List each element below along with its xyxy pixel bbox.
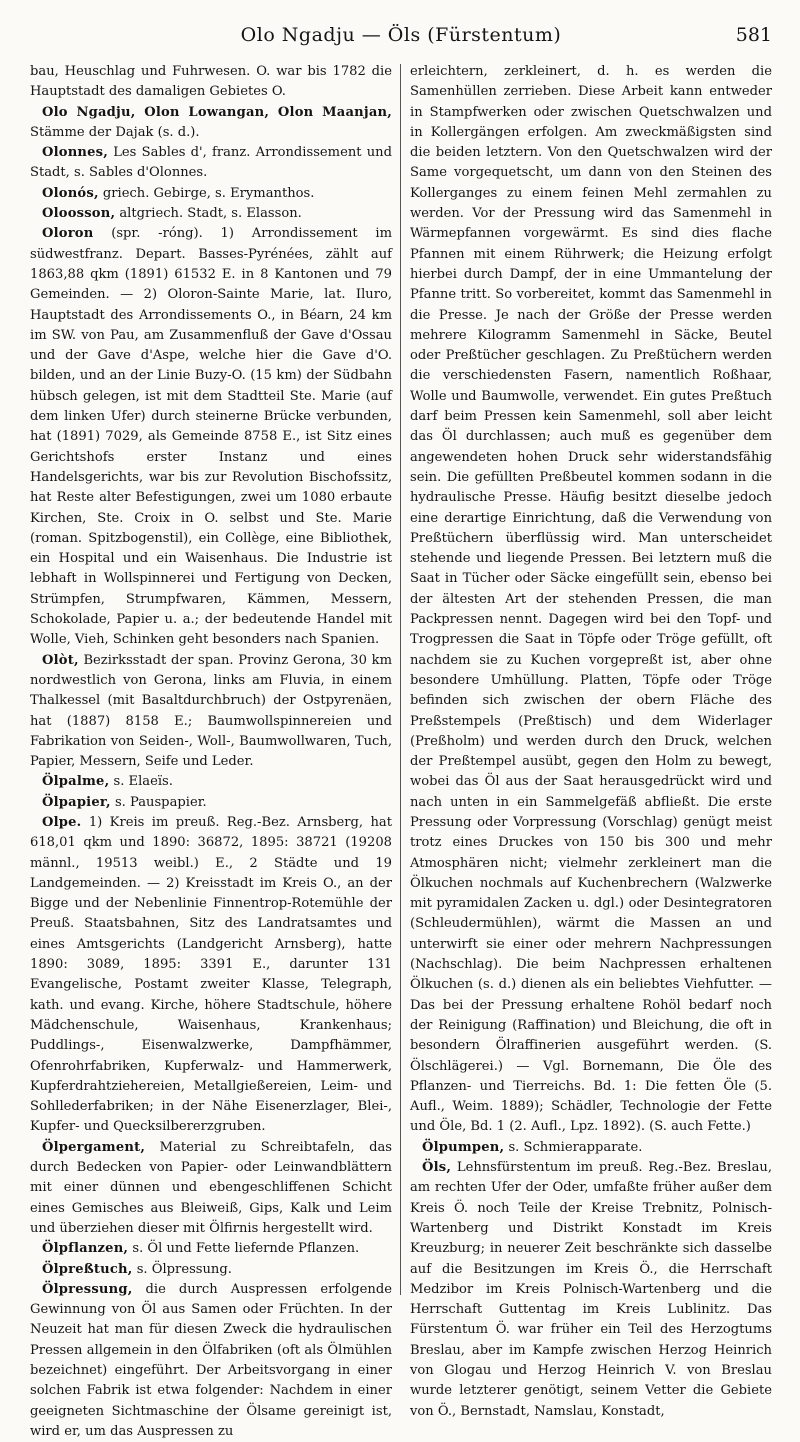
entry-text: s. Öl und Fette liefernde Pflanzen. xyxy=(128,1241,360,1257)
entry-text: Material zu Schreibtafeln, das durch Bedecken von Papier- oder Leinwandblättern mit einer dünnen und ebengeschliffenen Schicht eines Gemisches aus Bleiweiß, Gips, Kalk und Leim und überziehen dieser mit Ölfirnis hergestellt wird. xyxy=(30,1139,392,1236)
dictionary-entry xyxy=(30,793,392,813)
entry-text: erleichtern, zerkleinert, d. h. es werden die Samenhüllen zerrieben. Diese Arbeit kann entweder in Stampfwerken oder zwischen Quetschwalzen und in Kollergängen erfolgen. Am zweckmäßigsten sind die beiden letztern. Von den Quetschwalzen wird der Same vorgequetscht, um dann von den Steinen des Kollerganges zu einem feinen Mehl zermahlen zu werden. Vor der Pressung wird das Samenmehl in Wärmepfannen vorgewärmt. Es sind dies flache Pfannen mit einem Rührwerk; die Heizung erfolgt hierbei durch Dampf, der in eine Ummantelung der Pfanne tritt. So vorbereitet, kommt das Samenmehl in die Presse. Je nach der Größe der Presse werden mehrere Kilogramm Samenmehl in Säcke, Beutel oder Preßtücher geschlagen. Zu Preßtüchern werden die verschiedensten Fasern, namentlich Roßhaar, Wolle und Baumwolle, verwendet. Ein gutes Preßtuch darf beim Pressen kein Samenmehl, soll aber leicht das Öl durchlassen; auch muß es gegenüber dem angewendeten hohen Druck sehr widerstandsfähig sein. Die gefüllten Preßbeutel kommen sodann in die hydraulische Presse. Häufig besitzt dieselbe jedoch eine derartige Einrichtung, daß die Verwendung von Preßtüchern überflüssig wird. Man unterscheidet stehende und liegende Pressen. Bei letztern muß die Saat in Tücher oder Säcke eingefüllt sein, ebenso bei der ältesten Art der stehenden Pressen, die man Packpressen nennt. Dagegen wird bei den Topf- und Trogpressen die Saat in Töpfe oder Tröge gefüllt, oft nachdem sie zu Kuchen vorgepreßt ist, aber ohne besondere Umhüllung. Platten, Töpfe oder Tröge befinden sich zwischen der obern Fläche des Preßstempels (Preßtisch) und dem Widerlager (Preßholm) und werden durch den Druck, welchen der Preßtempel ausübt, gegen den Holm zu bewegt, wobei das Öl aus der Saat herausgedrückt wird und nach unten in ein Sammelgefäß abfließt. Die erste Pressung oder Vorpressung (Vorschlag) genügt meist trotz eines Druckes von 150 bis 300 und mehr Atmosphären nicht; vielmehr zerkleinert man die Ölkuchen nochmals auf Kuchenbrechern (Walzwerke mit pyramidalen Zacken u. dgl.) oder Desintegratoren (Schleudermühlen), wärmt die Massen an und unterwirft sie einer oder mehrern Nachpressungen (Nachschlag). Die beim Nachpressen erhaltenen Ölkuchen (s. d.) dienen als ein beliebtes Viehfutter. — Das bei der Pressung erhaltene Rohöl bedarf noch der Reinigung (Raffination) und Bleichung, die oft in besondern Ölraffinerien ausgeführt werden. (S. Ölschlägerei.) — Vgl. Bornemann, Die Öle des Pflanzen- und Tierreichs. Bd. 1: Die fetten Öle (5. Aufl., Weim. 1889); Schädler, Technologie der Fette und Öle, Bd. 1 (2. Aufl., Lpz. 1892). (S. auch Fette.) xyxy=(410,64,772,1135)
entry-text: griech. Gebirge, s. Erymanthos. xyxy=(98,185,315,201)
dictionary-entry xyxy=(410,1138,772,1158)
entry-headword: Olòt, xyxy=(42,652,79,668)
dictionary-entry xyxy=(30,204,392,224)
entry-headword: Ölpressung, xyxy=(42,1281,133,1297)
entry-text: s. Elaeïs. xyxy=(109,774,173,790)
dictionary-entry xyxy=(30,1280,392,1442)
dictionary-entry xyxy=(410,1158,772,1422)
running-head: Olo Ngadju — Öls (Fürstentum) xyxy=(240,24,562,46)
entry-text: Stämme der Dajak (s. d.). xyxy=(30,124,200,140)
entry-headword: Ölpflanzen, xyxy=(42,1241,129,1257)
entry-text: Les Sables d', franz. Arrondissement und Stadt, s. Sables d'Olonnes. xyxy=(30,145,392,181)
entry-text: Lehnsfürstentum im preuß. Reg.-Bez. Breslau, am rechten Ufer der Oder, umfaßte früher außer dem Kreis Ö. noch Teile der Kreise Trebnitz, Polnisch-Wartenberg und Distrikt Konstadt im Kreis Kreuzburg; in neuerer Zeit beschränkte sich dasselbe auf die Besitzungen im Kreis Ö., die Herrschaft Medzibor im Kreis Polnisch-Wartenberg und die Herrschaft Guttentag im Kreis Lublinitz. Das Fürstentum Ö. war früher ein Teil des Herzogtums Breslau, aber im Kampfe zwischen Herzog Heinrich von Glogau und Herzog Heinrich V. von Breslau wurde letzterer genötigt, seinem Vetter die Gebiete von Ö., Bernstadt, Namslau, Konstadt, xyxy=(410,1160,772,1419)
entry-headword: Olo Ngadju, Olon Lowangan, Olon Maanjan, xyxy=(42,104,392,120)
continued-text xyxy=(30,62,392,103)
entry-headword: Ölpreßtuch, xyxy=(42,1261,133,1277)
entry-text: altgriech. Stadt, s. Elasson. xyxy=(115,206,302,222)
entry-headword: Ölpumpen, xyxy=(422,1139,505,1155)
dictionary-entry xyxy=(30,103,392,144)
entry-text: s. Pauspapier. xyxy=(110,794,207,810)
dictionary-entry xyxy=(30,772,392,792)
continued-text xyxy=(410,62,772,1138)
text-columns xyxy=(30,62,772,1439)
dictionary-entry xyxy=(30,143,392,184)
entry-headword: Oloron xyxy=(42,226,94,242)
left-column xyxy=(30,62,400,1439)
entry-headword: Olpe. xyxy=(42,814,82,830)
right-column xyxy=(401,62,772,1419)
entry-headword: Ölpergament, xyxy=(42,1139,146,1155)
entry-headword: Oloosson, xyxy=(42,206,116,222)
dictionary-entry xyxy=(30,1260,392,1280)
dictionary-entry xyxy=(30,184,392,204)
entry-headword: Olonnes, xyxy=(42,145,109,161)
page-number: 581 xyxy=(735,24,772,46)
page-header xyxy=(30,0,772,56)
dictionary-entry xyxy=(30,651,392,773)
entry-headword: Ölpalme, xyxy=(42,774,110,790)
entry-text: (spr. -róng). 1) Arrondissement im südwestfranz. Depart. Basses-Pyrénées, zählt auf 1863,88 qkm (1891) 61532 E. in 8 Kantonen und 79 Gemeinden. — 2) Oloron-Sainte Marie, lat. Iluro, Hauptstadt des Arrondissements O., in Béarn, 24 km im SW. von Pau, am Zusammenfluß der Gave d'Ossau und der Gave d'Aspe, welche hier die Gave d'O. bilden, und an der Linie Buzy-O. (15 km) der Südbahn hübsch gelegen, ist mit dem Stadtteil Ste. Marie (auf dem linken Ufer) durch steinerne Brücke verbunden, hat (1891) 7029, als Gemeinde 8758 E., ist Sitz eines Gerichtshofs erster Instanz und eines Handelsgerichts, war bis zur Revolution Bischofssitz, hat Reste alter Befestigungen, zwei um 1080 erbaute Kirchen, Ste. Croix in O. selbst und Ste. Marie (roman. Spitzbogenstil), ein Collège, eine Bibliothek, ein Hospital und ein Waisenhaus. Die Industrie ist lebhaft in Wollspinnerei und Fertigung von Decken, Strümpfen, Strumpfwaren, Kämmen, Messern, Schokolade, Papier u. a.; der bedeutende Handel mit Wolle, Vieh, Schinken geht besonders nach Spanien. xyxy=(30,226,392,648)
entry-headword: Ölpapier, xyxy=(42,794,111,810)
entry-headword: Olonós, xyxy=(42,185,99,201)
entry-headword: Öls, xyxy=(422,1160,452,1176)
entry-text: s. Ölpressung. xyxy=(132,1261,232,1277)
dictionary-entry xyxy=(30,224,392,650)
dictionary-entry xyxy=(30,1138,392,1239)
dictionary-entry xyxy=(30,813,392,1138)
entry-text: bau, Heuschlag und Fuhrwesen. O. war bis 1782 die Hauptstadt des damaligen Gebietes O. xyxy=(30,64,392,100)
dictionary-entry xyxy=(30,1239,392,1259)
entry-text: Bezirksstadt der span. Provinz Gerona, 30 km nordwestlich von Gerona, links am Fluvia, in einem Thalkessel (mit Basaltdurchbruch) der Ostpyrenäen, hat (1887) 8158 E.; Baumwollspinnereien und Fabrikation von Seiden-, Woll-, Baumwollwaren, Tuch, Papier, Messern, Seife und Leder. xyxy=(30,652,392,770)
entry-text: die durch Auspressen erfolgende Gewinnung von Öl aus Samen oder Früchten. In der Neuzeit hat man für diesen Zweck die hydraulischen Pressen allgemein in den Ölfabriken (oft als Ölmühlen bezeichnet) eingeführt. Der Arbeitsvorgang in einer solchen Fabrik ist etwa folgender: Nachdem in einer geeigneten Sichtmaschine der Ölsame gereinigt ist, wird er, um das Auspressen zu xyxy=(30,1281,392,1439)
entry-text: s. Schmierapparate. xyxy=(504,1139,643,1155)
entry-text: 1) Kreis im preuß. Reg.-Bez. Arnsberg, hat 618,01 qkm und 1890: 36872, 1895: 38721 (19208 männl., 19513 weibl.) E., 2 Städte und 19 Landgemeinden. — 2) Kreisstadt im Kreis O., an der Bigge und der Nebenlinie Finnentrop-Rotemühle der Preuß. Staatsbahnen, Sitz des Landratsamtes und eines Amtsgerichts (Landgericht Arnsberg), hatte 1890: 3089, 1895: 3391 E., darunter 131 Evangelische, Postamt zweiter Klasse, Telegraph, kath. und evang. Kirche, höhere Stadtschule, höhere Mädchenschule, Waisenhaus, Krankenhaus; Puddlings-, Eisenwalzwerke, Dampfhämmer, Ofenrohrfabriken, Kupferwalz- und Hammerwerk, Kupferdrahtziehereien, Metallgießereien, Leim- und Sohllederfabriken; in der Nähe Eisenerzlager, Blei-, Kupfer- und Quecksilbererzgruben. xyxy=(30,814,392,1135)
